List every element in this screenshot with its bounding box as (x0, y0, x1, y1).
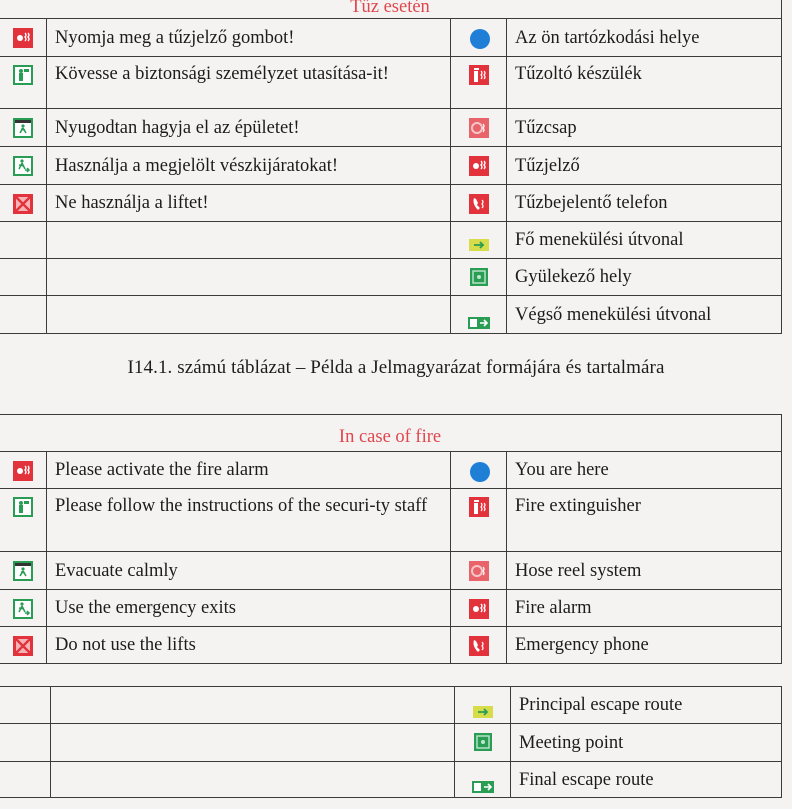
table-cell-icon (451, 147, 507, 185)
escape-arrow-icon (473, 702, 493, 714)
table-cell-icon (0, 452, 47, 489)
table-cell-empty (47, 259, 451, 296)
table-cell-icon (451, 296, 507, 334)
table-cell-empty (51, 724, 455, 762)
fire-extinguisher-icon (469, 65, 489, 85)
table-cell-empty (51, 762, 455, 798)
fire-alarm-icon (469, 156, 489, 176)
you-are-here-icon (469, 461, 489, 481)
table-cell-text: Use the emergency exits (47, 590, 451, 627)
staff-instructions-icon (13, 65, 33, 85)
evacuate-icon (13, 561, 33, 581)
table-cell-text: Fire alarm (507, 590, 782, 627)
table-cell-empty (0, 762, 51, 798)
table-cell-text: Gyülekező hely (507, 259, 782, 296)
table-cell-text: You are here (507, 452, 782, 489)
emergency-phone-icon (469, 636, 489, 656)
table-cell-text: Hose reel system (507, 552, 782, 590)
table-cell-text: Do not use the lifts (47, 627, 451, 664)
table-cell-empty (0, 724, 51, 762)
table-cell-icon (451, 590, 507, 627)
table-cell-icon (451, 627, 507, 664)
fire-alarm-icon (469, 599, 489, 619)
no-lift-icon (13, 636, 33, 656)
table-cell-empty (0, 259, 47, 296)
table-cell-text: Nyomja meg a tűzjelző gombot! (47, 19, 451, 57)
table-cell-text: Tűzbejelentő telefon (507, 185, 782, 222)
table-cell-empty (0, 687, 51, 724)
table-cell-icon (451, 109, 507, 147)
table-cell-icon (0, 57, 47, 109)
table-cell-text: Fő menekülési útvonal (507, 222, 782, 259)
table-cell-text: Tűzcsap (507, 109, 782, 147)
table-cell-text: Evacuate calmly (47, 552, 451, 590)
legend-table-hu (0, 0, 782, 334)
table-cell-text: Végső menekülési útvonal (507, 296, 782, 334)
meeting-point-icon (469, 268, 489, 288)
legend-table-en (0, 414, 782, 664)
table-cell-icon (451, 552, 507, 590)
table-cell-text: Emergency phone (507, 627, 782, 664)
fire-alarm-button-icon (13, 28, 33, 48)
table-cell-text: Tűzjelző (507, 147, 782, 185)
table-title: Tűz esetén (0, 0, 782, 19)
table-cell-icon (451, 452, 507, 489)
table-title: In case of fire (0, 415, 782, 452)
table-cell-icon (0, 590, 47, 627)
table-cell-text: Kövesse a biztonsági személyzet utasítása-it! (47, 57, 451, 109)
table-cell-text: Fire extinguisher (507, 489, 782, 552)
escape-arrow-icon (469, 235, 489, 247)
table-cell-icon (0, 109, 47, 147)
table-cell-text: Nyugodtan hagyja el az épületet! (47, 109, 451, 147)
emergency-exit-icon (13, 599, 33, 619)
staff-instructions-icon (13, 497, 33, 517)
table-caption: I14.1. számú táblázat – Példa a Jelmagyarázat formájára és tartalmára (127, 357, 665, 378)
hose-reel-icon (469, 118, 489, 138)
table-cell-icon (455, 762, 511, 798)
table-cell-empty (51, 687, 455, 724)
table-cell-icon (0, 185, 47, 222)
table-cell-icon (0, 19, 47, 57)
emergency-phone-icon (469, 194, 489, 214)
emergency-exit-icon (13, 156, 33, 176)
table-cell-empty (47, 296, 451, 334)
table-cell-text: Please follow the instructions of the securi-ty staff (47, 489, 451, 552)
table-cell-icon (451, 222, 507, 259)
table-cell-icon (0, 147, 47, 185)
hose-reel-icon (469, 561, 489, 581)
fire-alarm-button-icon (13, 461, 33, 481)
table-cell-text: Final escape route (511, 762, 782, 798)
table-cell-empty (47, 222, 451, 259)
fire-extinguisher-icon (469, 497, 489, 517)
table-cell-text: Ne használja a liftet! (47, 185, 451, 222)
table-cell-icon (451, 489, 507, 552)
table-cell-text: Használja a megjelölt vészkijáratokat! (47, 147, 451, 185)
table-cell-icon (0, 489, 47, 552)
table-cell-icon (451, 259, 507, 296)
table-cell-text: Principal escape route (511, 687, 782, 724)
legend-table-en-continued (0, 686, 782, 798)
table-cell-text: Tűzoltó készülék (507, 57, 782, 109)
table-cell-icon (455, 687, 511, 724)
final-exit-icon (468, 313, 490, 325)
final-exit-icon (472, 777, 494, 789)
table-cell-text: Meeting point (511, 724, 782, 762)
meeting-point-icon (473, 733, 493, 753)
you-are-here-icon (469, 28, 489, 48)
table-cell-text: Please activate the fire alarm (47, 452, 451, 489)
table-cell-empty (0, 296, 47, 334)
no-lift-icon (13, 194, 33, 214)
table-cell-empty (0, 222, 47, 259)
table-cell-icon (451, 57, 507, 109)
table-cell-icon (455, 724, 511, 762)
table-cell-icon (451, 19, 507, 57)
evacuate-icon (13, 118, 33, 138)
table-cell-icon (451, 185, 507, 222)
table-cell-text: Az ön tartózkodási helye (507, 19, 782, 57)
table-cell-icon (0, 552, 47, 590)
table-cell-icon (0, 627, 47, 664)
